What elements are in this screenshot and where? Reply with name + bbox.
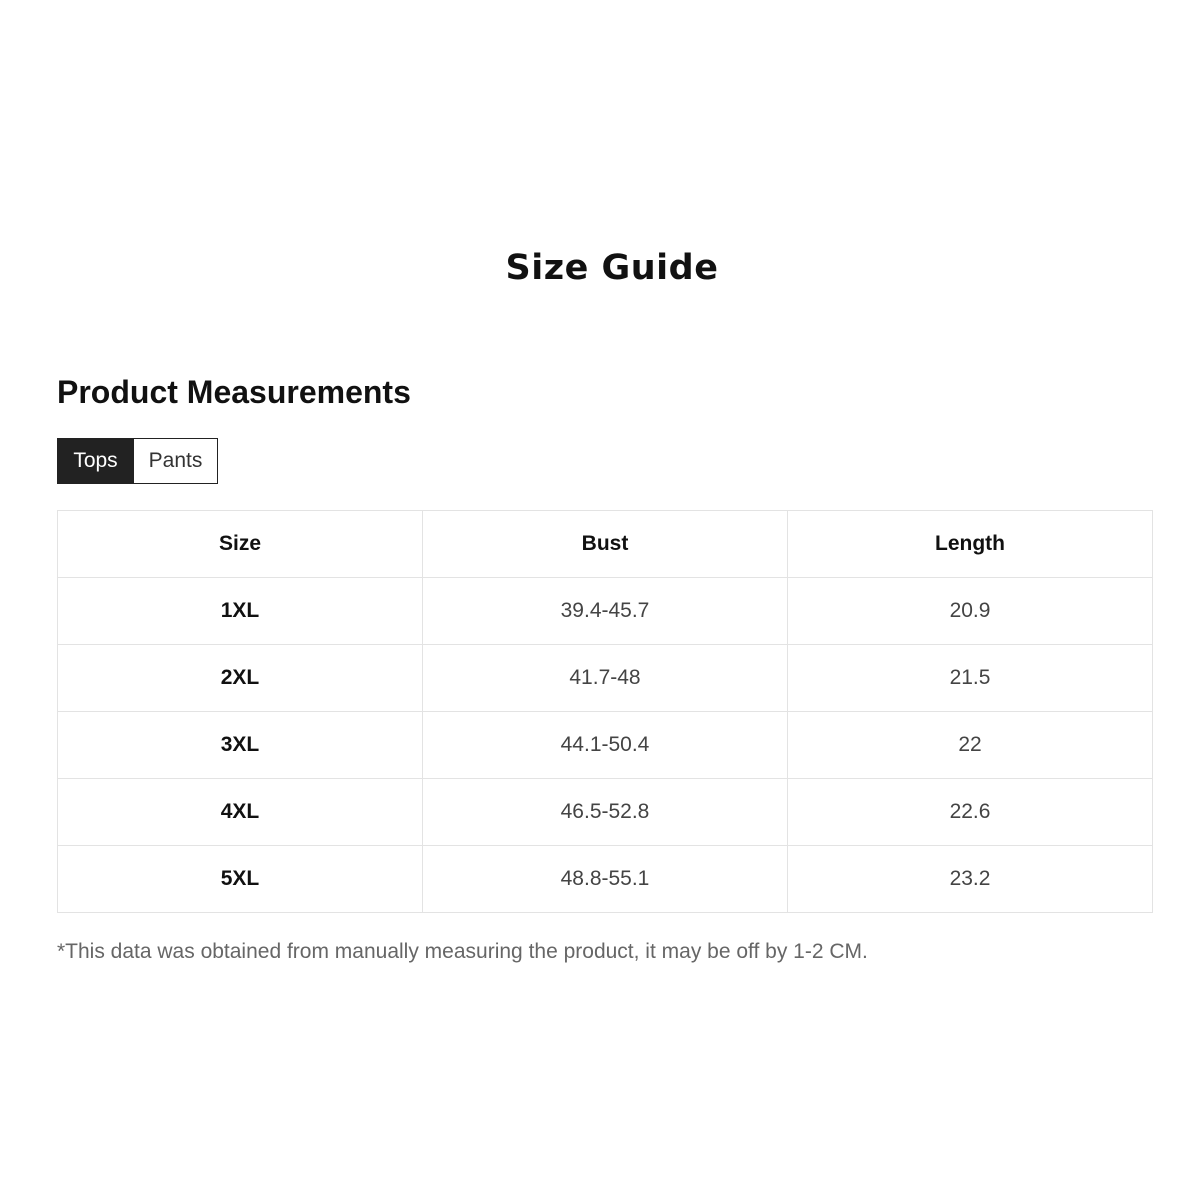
size-cell: 1XL [58,578,423,645]
page-title: Size Guide [505,248,719,288]
size-cell: 5XL [58,846,423,913]
section-title: Product Measurements [57,374,411,410]
bust-cell: 48.8-55.1 [423,846,788,913]
tab-pants[interactable]: Pants [133,439,217,483]
bust-cell: 44.1-50.4 [423,712,788,779]
length-cell: 20.9 [788,578,1153,645]
table-row [58,578,1153,645]
length-cell: 21.5 [788,645,1153,712]
table-row [58,645,1153,712]
bust-cell: 39.4-45.7 [423,578,788,645]
bust-cell: 46.5-52.8 [423,779,788,846]
table-header-row [58,511,1153,578]
size-table [57,510,1153,913]
size-cell: 2XL [58,645,423,712]
length-cell: 23.2 [788,846,1153,913]
category-tabs [57,438,218,484]
header-length: Length [788,511,1153,578]
length-cell: 22.6 [788,779,1153,846]
header-size: Size [58,511,423,578]
table-row [58,846,1153,913]
header-bust: Bust [423,511,788,578]
measurement-footnote: *This data was obtained from manually measuring the product, it may be off by 1-2 CM. [57,940,868,963]
tab-tops[interactable]: Tops [58,439,133,483]
size-cell: 4XL [58,779,423,846]
bust-cell: 41.7-48 [423,645,788,712]
size-cell: 3XL [58,712,423,779]
table-row [58,712,1153,779]
length-cell: 22 [788,712,1153,779]
table-row [58,779,1153,846]
